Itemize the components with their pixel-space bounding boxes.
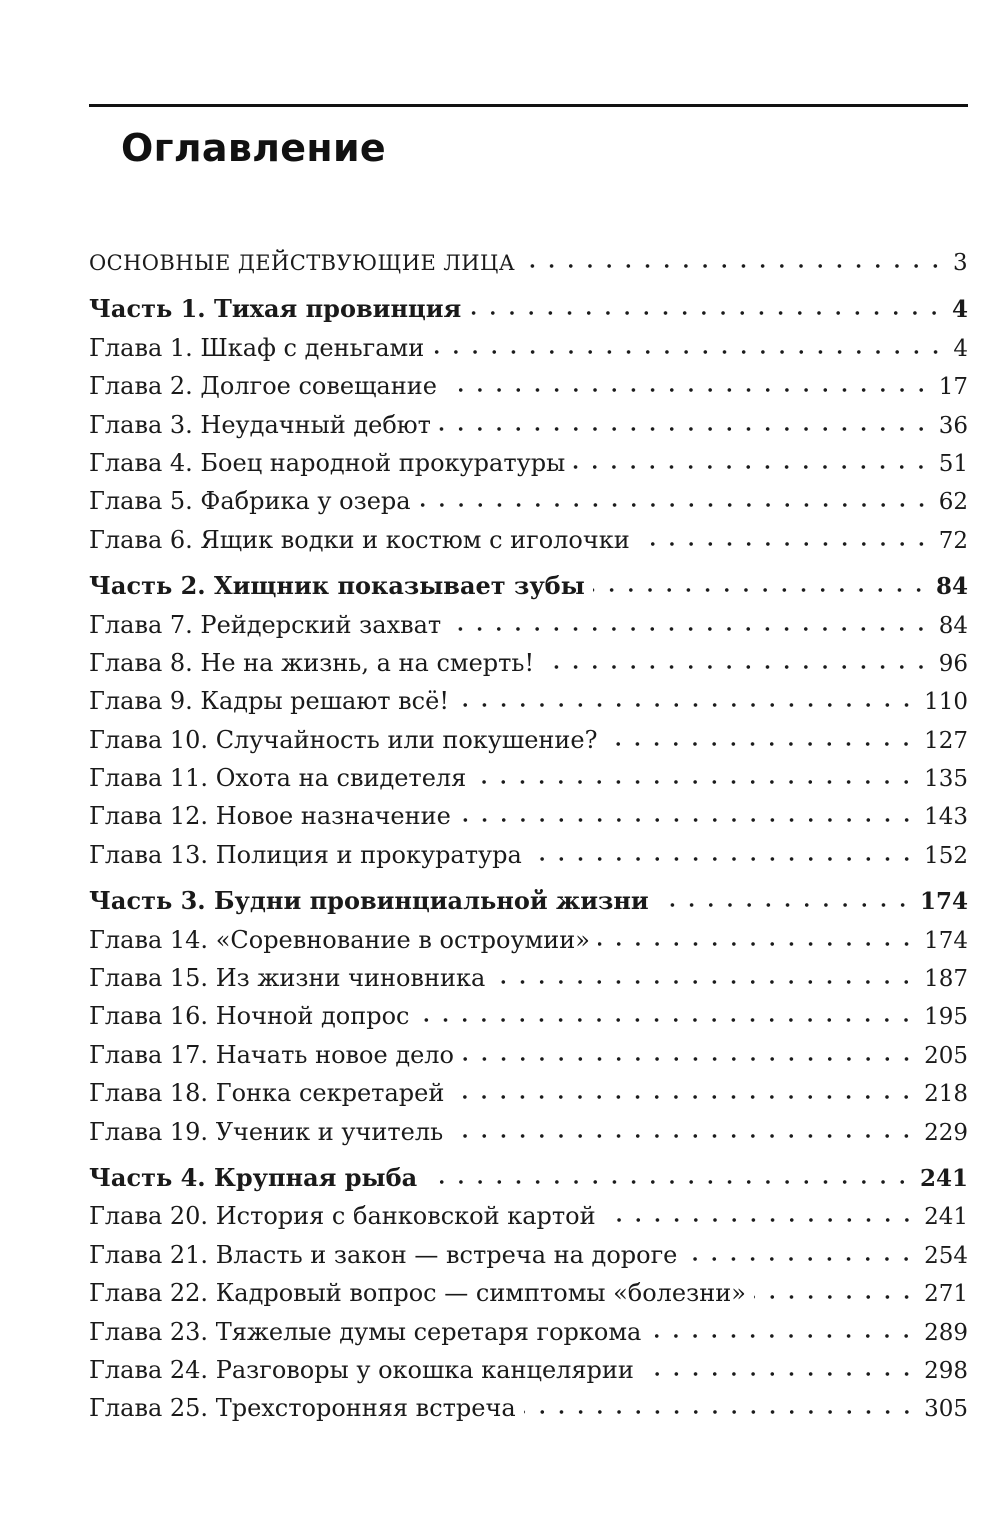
toc-chapter-6[interactable]: [89, 521, 968, 559]
toc-entry-label: Глава 11. Охота на свидетеля: [89, 759, 474, 797]
toc-entry-page: 174: [924, 927, 968, 954]
toc-entry-label: Глава 10. Случайность или покушение?: [89, 721, 605, 759]
toc-entry-label: Глава 16. Ночной допрос: [89, 997, 417, 1035]
dot-leader: [493, 979, 916, 985]
dot-leader: [593, 587, 928, 593]
toc-entry-label: Глава 3. Неудачный дебют: [89, 406, 439, 444]
page-title: Оглавление: [121, 126, 386, 170]
toc-entry-label: Глава 7. Рейдерский захват: [89, 606, 449, 644]
toc-entry-label: Глава 12. Новое назначение: [89, 797, 459, 835]
toc-entry-label: Глава 20. История с банковской картой: [89, 1197, 604, 1235]
toc-entry-label: Глава 9. Кадры решают всё!: [89, 682, 457, 720]
toc-entry-page: 4: [953, 335, 968, 362]
dot-leader: [605, 741, 916, 747]
toc-entry-label: Часть 4. Крупная рыба: [89, 1159, 425, 1197]
dot-leader: [457, 702, 916, 708]
toc-chapter-12[interactable]: [89, 797, 968, 835]
dot-leader: [445, 387, 931, 393]
dot-leader: [542, 664, 931, 670]
dot-leader: [754, 1294, 916, 1300]
toc-entry-page: 195: [924, 1004, 968, 1031]
toc-chapter-20[interactable]: [89, 1197, 968, 1235]
toc-entry-label: Глава 24. Разговоры у окошка канцелярии: [89, 1351, 642, 1389]
dot-leader: [459, 817, 916, 823]
toc-entry-label: Глава 22. Кадровый вопрос — симптомы «болезни»: [89, 1274, 754, 1312]
toc-chapter-1[interactable]: [89, 329, 968, 367]
dot-leader: [642, 1371, 916, 1377]
toc-chapter-16[interactable]: [89, 997, 968, 1035]
toc-entry-label: Глава 14. «Соревнование в остроумии»: [89, 921, 598, 959]
toc-chapter-15[interactable]: [89, 959, 968, 997]
dot-leader: [638, 541, 931, 547]
toc-entry-label: Часть 3. Будни провинциальной жизни: [89, 882, 657, 920]
toc-chapter-17[interactable]: [89, 1036, 968, 1074]
toc-entry-label: Глава 17. Начать новое дело: [89, 1036, 462, 1074]
toc-entry-label: Глава 8. Не на жизнь, а на смерть!: [89, 644, 542, 682]
toc-entry-page: 51: [938, 450, 968, 477]
toc-chapter-5[interactable]: [89, 482, 968, 520]
toc-entry-page: 205: [924, 1042, 968, 1069]
dot-leader: [449, 626, 931, 632]
toc-entry-page: 305: [924, 1396, 968, 1423]
toc-entry-label: Глава 23. Тяжелые думы серетаря горкома: [89, 1313, 649, 1351]
dot-leader: [474, 779, 916, 785]
toc-chapter-2[interactable]: [89, 367, 968, 405]
dot-leader: [604, 1217, 916, 1223]
toc-entry-page: 241: [919, 1164, 968, 1192]
top-rule: [89, 104, 968, 107]
toc-chapter-7[interactable]: [89, 606, 968, 644]
toc-part-1[interactable]: [89, 290, 968, 328]
toc-entry-page: 84: [935, 573, 968, 601]
toc-entry-label: Глава 15. Из жизни чиновника: [89, 959, 493, 997]
toc-entry-page: 127: [924, 727, 968, 754]
toc-entry-page: 36: [938, 412, 968, 439]
dot-leader: [419, 502, 931, 508]
dot-leader: [451, 1133, 916, 1139]
toc-entry-page: 241: [924, 1204, 968, 1231]
toc-entry-label: Глава 13. Полиция и прокуратура: [89, 836, 530, 874]
toc-chapter-13[interactable]: [89, 836, 968, 874]
toc-entry-label: Глава 4. Боец народной прокуратуры: [89, 444, 573, 482]
dot-leader: [649, 1333, 916, 1339]
toc-chapter-24[interactable]: [89, 1351, 968, 1389]
toc-entry-label: Часть 2. Хищник показывает зубы: [89, 567, 593, 605]
dot-leader: [417, 1017, 916, 1023]
toc-entry-page: 110: [924, 689, 968, 716]
toc-part-4[interactable]: [89, 1159, 968, 1197]
toc-chapter-19[interactable]: [89, 1113, 968, 1151]
toc-chapter-21[interactable]: [89, 1236, 968, 1274]
dot-leader: [425, 1179, 912, 1185]
toc-chapter-18[interactable]: [89, 1074, 968, 1112]
toc-entry-page: 143: [924, 804, 968, 831]
dot-leader: [524, 1409, 916, 1415]
toc-entry-label: Глава 1. Шкаф с деньгами: [89, 329, 432, 367]
toc-chapter-10[interactable]: [89, 721, 968, 759]
toc-chapter-9[interactable]: [89, 682, 968, 720]
toc-entry-label: Глава 18. Гонка секретарей: [89, 1074, 452, 1112]
toc-entry-label: Глава 5. Фабрика у озера: [89, 482, 419, 520]
toc-entry-label: Глава 25. Трехсторонняя встреча: [89, 1389, 524, 1427]
toc-chapter-23[interactable]: [89, 1313, 968, 1351]
toc-entry-page: 135: [924, 766, 968, 793]
toc-entry-page: 17: [938, 374, 968, 401]
dot-leader: [432, 349, 945, 355]
toc-entry-page: 298: [924, 1357, 968, 1384]
toc-chapter-11[interactable]: [89, 759, 968, 797]
toc-chapter-4[interactable]: [89, 444, 968, 482]
toc-entry-cast[interactable]: [89, 244, 968, 282]
dot-leader: [657, 902, 912, 908]
dot-leader: [530, 856, 916, 862]
toc-entry-label: Глава 6. Ящик водки и костюм с иголочки: [89, 521, 638, 559]
dot-leader: [452, 1094, 916, 1100]
toc-entry-page: 174: [919, 888, 968, 916]
toc-chapter-3[interactable]: [89, 406, 968, 444]
toc-entry-page: 3: [952, 250, 968, 276]
toc-entry-label: ОСНОВНЫЕ ДЕЙСТВУЮЩИЕ ЛИЦА: [89, 244, 523, 282]
toc-entry-page: 96: [938, 650, 968, 677]
dot-leader: [598, 941, 916, 947]
dot-leader: [439, 426, 931, 432]
toc-chapter-25[interactable]: [89, 1389, 968, 1427]
dot-leader: [685, 1256, 916, 1262]
dot-leader: [573, 464, 931, 470]
dot-leader: [523, 263, 945, 269]
toc-part-3[interactable]: [89, 882, 968, 920]
toc-chapter-8[interactable]: [89, 644, 968, 682]
toc-entry-label: Глава 21. Власть и закон — встреча на дороге: [89, 1236, 685, 1274]
dot-leader: [469, 310, 944, 316]
toc-entry-page: 218: [924, 1081, 968, 1108]
toc-part-2[interactable]: [89, 567, 968, 605]
toc-entry-page: 84: [938, 612, 968, 639]
toc-entry-page: 229: [924, 1119, 968, 1146]
toc-entry-page: 187: [924, 966, 968, 993]
toc-entry-page: 289: [924, 1319, 968, 1346]
toc-entry-page: 4: [951, 296, 968, 324]
toc-entry-page: 271: [924, 1281, 968, 1308]
table-of-contents: [89, 244, 968, 1428]
toc-entry-page: 254: [924, 1242, 968, 1269]
toc-entry-label: Часть 1. Тихая провинция: [89, 290, 469, 328]
toc-entry-page: 72: [938, 527, 968, 554]
toc-entry-label: Глава 19. Ученик и учитель: [89, 1113, 451, 1151]
dot-leader: [462, 1056, 916, 1062]
toc-entry-page: 152: [924, 842, 968, 869]
toc-chapter-14[interactable]: [89, 921, 968, 959]
toc-entry-label: Глава 2. Долгое совещание: [89, 367, 445, 405]
toc-chapter-22[interactable]: [89, 1274, 968, 1312]
toc-entry-page: 62: [938, 489, 968, 516]
